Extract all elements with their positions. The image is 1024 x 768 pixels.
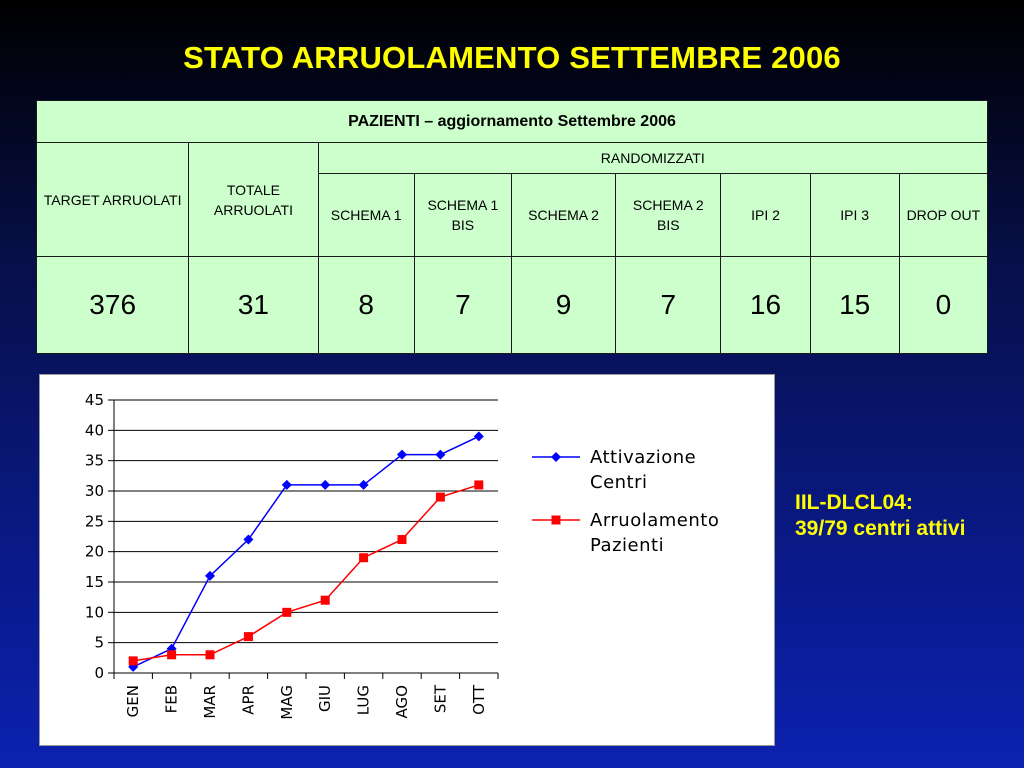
table-cell: 7 <box>616 257 721 354</box>
x-tick-label: MAR <box>201 685 219 719</box>
table-cell: 9 <box>511 257 615 354</box>
slide-title: STATO ARRUOLAMENTO SETTEMBRE 2006 <box>183 40 841 75</box>
chart-panel <box>39 374 775 746</box>
data-point <box>167 650 176 659</box>
table-header: PAZIENTI – aggiornamento Settembre 2006 <box>37 101 988 143</box>
column-header: SCHEMA 2 <box>511 173 615 257</box>
legend-marker <box>552 516 561 525</box>
x-tick-label: FEB <box>162 685 181 714</box>
data-point <box>398 535 407 544</box>
table-cell: 8 <box>318 257 414 354</box>
randomizzati-label: RANDOMIZZATI <box>318 143 987 173</box>
target-arruolati-label: TARGET ARRUOLATI <box>37 143 189 257</box>
centers-note <box>795 490 965 542</box>
data-point <box>282 480 292 490</box>
x-tick-label: GIU <box>316 685 335 713</box>
x-tick-label: APR <box>239 685 258 715</box>
legend-label: Attivazione <box>590 447 697 468</box>
note-line-1: IIL-DLCL04: <box>795 491 913 514</box>
legend-label: Pazienti <box>590 535 665 556</box>
data-point <box>359 553 368 562</box>
y-tick-label: 5 <box>94 633 104 652</box>
table-cell: 0 <box>899 257 987 354</box>
x-tick-label: LUG <box>354 685 373 716</box>
legend-label: Centri <box>590 472 648 493</box>
data-point <box>320 480 330 490</box>
x-tick-label: SET <box>431 685 450 714</box>
series-line <box>133 485 479 661</box>
data-point <box>244 632 253 641</box>
line-chart <box>40 375 774 745</box>
data-point <box>206 650 215 659</box>
target-value: 376 <box>37 257 189 354</box>
y-tick-label: 20 <box>84 542 104 561</box>
column-header: IPI 3 <box>810 173 899 257</box>
note-line-2: 39/79 centri attivi <box>795 517 966 540</box>
legend-label: Arruolamento <box>590 510 720 531</box>
y-tick-label: 0 <box>94 664 104 682</box>
data-point <box>474 480 483 489</box>
table-cell: 7 <box>414 257 511 354</box>
table-cell: 15 <box>810 257 899 354</box>
column-header: DROP OUT <box>899 173 987 257</box>
y-tick-label: 35 <box>84 451 104 470</box>
y-tick-label: 25 <box>84 512 104 531</box>
column-header: IPI 2 <box>721 173 810 257</box>
table-cell: 16 <box>721 257 810 354</box>
data-point <box>321 596 330 605</box>
totale-arruolati-label: TOTALE ARRUOLATI <box>189 143 318 257</box>
data-point <box>436 493 445 502</box>
y-tick-label: 40 <box>84 421 104 440</box>
patients-table <box>36 100 988 354</box>
x-tick-label: AGO <box>393 685 411 719</box>
column-header: SCHEMA 2 BIS <box>616 173 721 257</box>
column-header: SCHEMA 1 <box>318 173 414 257</box>
legend-marker <box>551 452 561 462</box>
data-point <box>474 431 484 441</box>
data-point <box>129 656 138 665</box>
x-tick-label: OTT <box>469 685 488 715</box>
y-tick-label: 30 <box>84 482 104 500</box>
x-tick-label: MAG <box>277 685 296 720</box>
data-point <box>282 608 291 617</box>
y-tick-label: 10 <box>84 603 104 622</box>
totale-value: 31 <box>189 257 318 354</box>
column-header: SCHEMA 1 BIS <box>414 173 511 257</box>
y-tick-label: 45 <box>84 391 104 409</box>
data-point <box>435 450 445 460</box>
x-tick-label: GEN <box>124 685 143 718</box>
y-tick-label: 15 <box>84 573 104 591</box>
